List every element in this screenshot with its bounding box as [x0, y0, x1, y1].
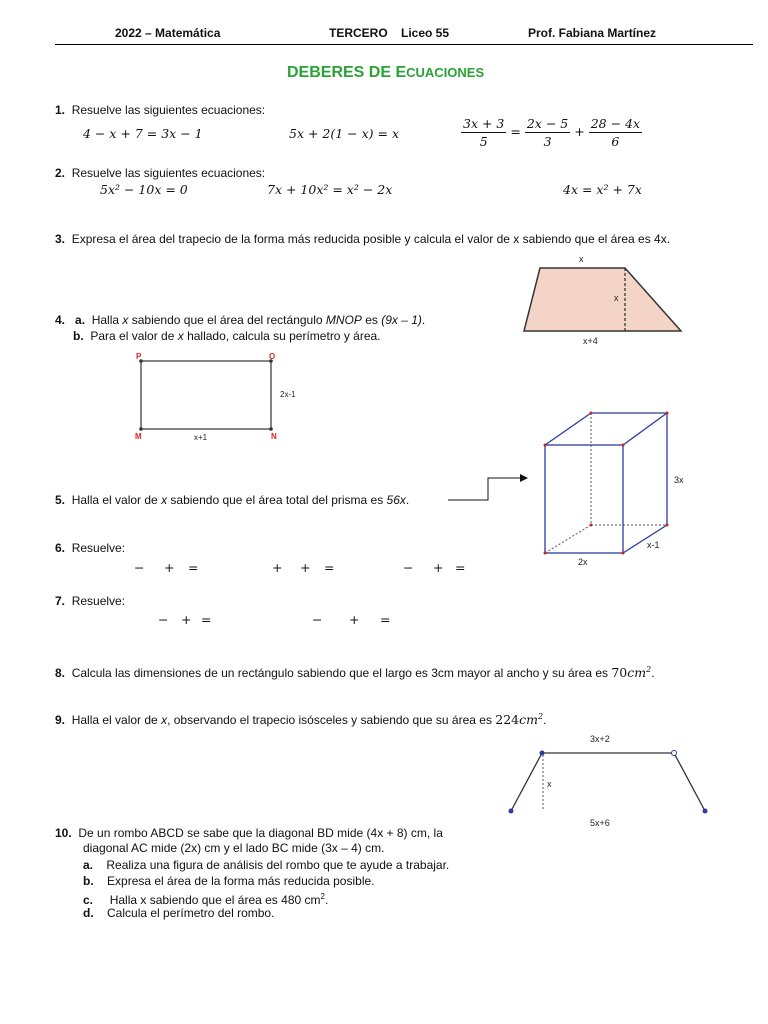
q6-op: =	[455, 560, 466, 575]
question-10c: c. Halla x sabiendo que el área es 480 $cm^2$.	[83, 892, 329, 907]
question-6: 6. Resuelve:	[55, 541, 126, 555]
trapezoid-figure	[515, 250, 715, 350]
question-3: 3. Expresa el área del trapecio de la forma más reducida posible y calcula el valor de x sabiendo que el área es 4x.	[55, 232, 671, 246]
q7-op: −	[158, 612, 169, 627]
question-2: 2. Resuelve las siguientes ecuaciones:	[55, 166, 266, 180]
trapezoid-top-label: x	[579, 254, 584, 264]
q7-op: −	[312, 612, 323, 627]
header-teacher: Prof. Fabiana Martínez	[528, 26, 657, 40]
question-5: 5. Halla el valor de x sabiendo que el área total del prisma es 56x.	[55, 493, 410, 507]
prism-height-label: 3x	[674, 475, 684, 485]
rectangle-mnop-figure	[130, 350, 310, 445]
vertex-m-label: M	[135, 432, 142, 441]
q6-op: −	[134, 560, 145, 575]
question-8: 8. Calcula las dimensiones de un rectángulo sabiendo que el largo es 3cm mayor al ancho y su área es $70cm^2$.	[55, 665, 655, 680]
q7-equations	[0, 612, 768, 630]
iso-trapezoid-top-label: 3x+2	[590, 734, 610, 744]
iso-trapezoid-height-label: x	[547, 779, 552, 789]
arrow-line	[448, 478, 520, 500]
q6-op: +	[300, 560, 311, 575]
q2-equation-1: 5x² − 10x = 0	[100, 182, 188, 197]
q1-equation-3: $\frac{3x + 3}{5}$ = $\frac{2x - 5}{3}$ + $\frac{28 - 4x}{6}$	[463, 116, 641, 149]
arrow-head	[520, 474, 528, 482]
q2-equation-3: 4x = x² + 7x	[563, 182, 642, 197]
question-9: 9. Halla el valor de x, observando el trapecio isósceles y sabiendo que su área es $224cm^2$.	[55, 712, 547, 727]
q6-op: =	[188, 560, 199, 575]
rectangle-shape	[141, 361, 271, 429]
isosceles-trapezoid-figure	[500, 728, 720, 828]
q2-equation-2: 7x + 10x² = x² − 2x	[267, 182, 393, 197]
question-10b: b. Expresa el área de la forma más reducida posible.	[83, 874, 375, 888]
q7-op: +	[181, 612, 192, 627]
prism-figure	[440, 400, 700, 580]
prism-width-label: 2x	[578, 557, 588, 567]
trapezoid-height-label: x	[614, 293, 619, 303]
q1-equation-2: 5x + 2(1 − x) = x	[289, 126, 400, 141]
header-grade: TERCERO	[329, 26, 388, 40]
vertex-o-label: O	[269, 352, 276, 361]
q7-op: =	[380, 612, 391, 627]
page-title: DEBERES DE ECUACIONES	[287, 64, 485, 81]
q7-op: +	[349, 612, 360, 627]
q6-op: −	[403, 560, 414, 575]
header-school: Liceo 55	[401, 26, 450, 40]
prism-front-face	[545, 445, 623, 553]
question-10-line-2: diagonal AC mide (2x) cm y el lado BC mide (3x – 4) cm.	[83, 841, 385, 855]
question-4b: b. Para el valor de x hallado, calcula su perímetro y área.	[73, 329, 381, 343]
question-10: 10. De un rombo ABCD se sabe que la diagonal BD mide (4x + 8) cm, la	[55, 826, 443, 840]
rectangle-base-label: x+1	[194, 433, 208, 442]
rectangle-side-label: 2x-1	[280, 390, 296, 399]
question-1: 1. Resuelve las siguientes ecuaciones:	[55, 103, 266, 117]
q6-op: =	[324, 560, 335, 575]
header-divider	[55, 44, 753, 45]
trapezoid-shape	[524, 268, 681, 331]
question-10d: d. Calcula el perímetro del rombo.	[83, 906, 275, 920]
iso-trapezoid-bottom-label: 5x+6	[590, 818, 610, 828]
vertex-p-label: P	[136, 352, 142, 361]
question-4a: 4. a. Halla x sabiendo que el área del rectángulo MNOP es (9x – 1).	[55, 313, 426, 327]
q6-op: +	[164, 560, 175, 575]
q7-op: =	[201, 612, 212, 627]
q1-equation-1: 4 − x + 7 = 3x − 1	[83, 126, 203, 141]
prism-depth-label: x-1	[647, 540, 660, 550]
trapezoid-bottom-label: x+4	[583, 336, 598, 346]
question-7: 7. Resuelve:	[55, 594, 126, 608]
q6-op: +	[272, 560, 283, 575]
q6-equations	[0, 560, 768, 578]
vertex-n-label: N	[271, 432, 277, 441]
question-10a: a. Realiza una figura de análisis del rombo que te ayude a trabajar.	[83, 858, 450, 872]
header-subject: 2022 – Matemática	[115, 26, 221, 40]
q6-op: +	[433, 560, 444, 575]
